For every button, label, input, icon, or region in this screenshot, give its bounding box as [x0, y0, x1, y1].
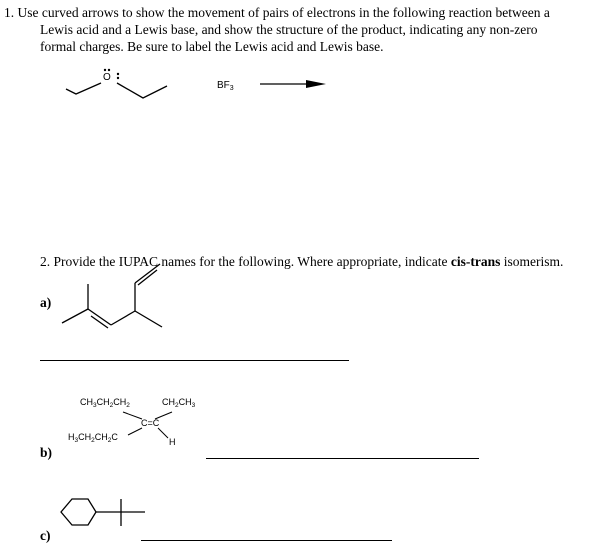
answer-line-c[interactable] [141, 540, 392, 541]
cis-trans-emphasis: cis-trans [450, 254, 501, 269]
diethyl-ether-skeleton-right [117, 83, 167, 98]
b-hydrogen: H [169, 437, 176, 447]
b-top-left-group: $CH_3CH_2CH_2$ [80, 397, 130, 409]
lone-pair-dot [117, 77, 119, 79]
part-c-label: c) [40, 528, 51, 543]
lone-pair-dot [104, 69, 106, 71]
b-center-double-bond: C=C [141, 418, 160, 428]
question-1-line-1: 1. Use curved arrows to show the movement of pairs of electrons in the following reaction between a [4, 5, 550, 20]
answer-line-a[interactable] [40, 360, 349, 361]
question-1-line-3: formal charges. Be sure to label the Lewis acid and Lewis base. [40, 39, 384, 54]
lone-pair-dot [108, 69, 110, 71]
oxygen-label: O [103, 72, 111, 83]
b-bottom-left-group: $H_3CH_2CH_2C$ [68, 432, 118, 444]
part-b-label: b) [40, 445, 53, 460]
lone-pair-dot [117, 73, 119, 75]
answer-line-b[interactable] [206, 458, 479, 459]
bf3-label: $BF_3$ [217, 80, 234, 92]
structure-c [61, 499, 145, 526]
question-1-line-2: Lewis acid and a Lewis base, and show the structure of the product, indicating any non-zero [40, 22, 538, 37]
part-a-label: a) [40, 295, 52, 310]
diethyl-ether-skeleton [66, 83, 101, 94]
question-2-prompt: 2. Provide the IUPAC names for the following. Where appropriate, indicate cis-trans isomerism. [40, 254, 564, 269]
structure-a [62, 264, 162, 328]
reaction-arrow-head [306, 80, 326, 88]
b-top-right-group: $CH_2CH_3$ [162, 397, 196, 409]
